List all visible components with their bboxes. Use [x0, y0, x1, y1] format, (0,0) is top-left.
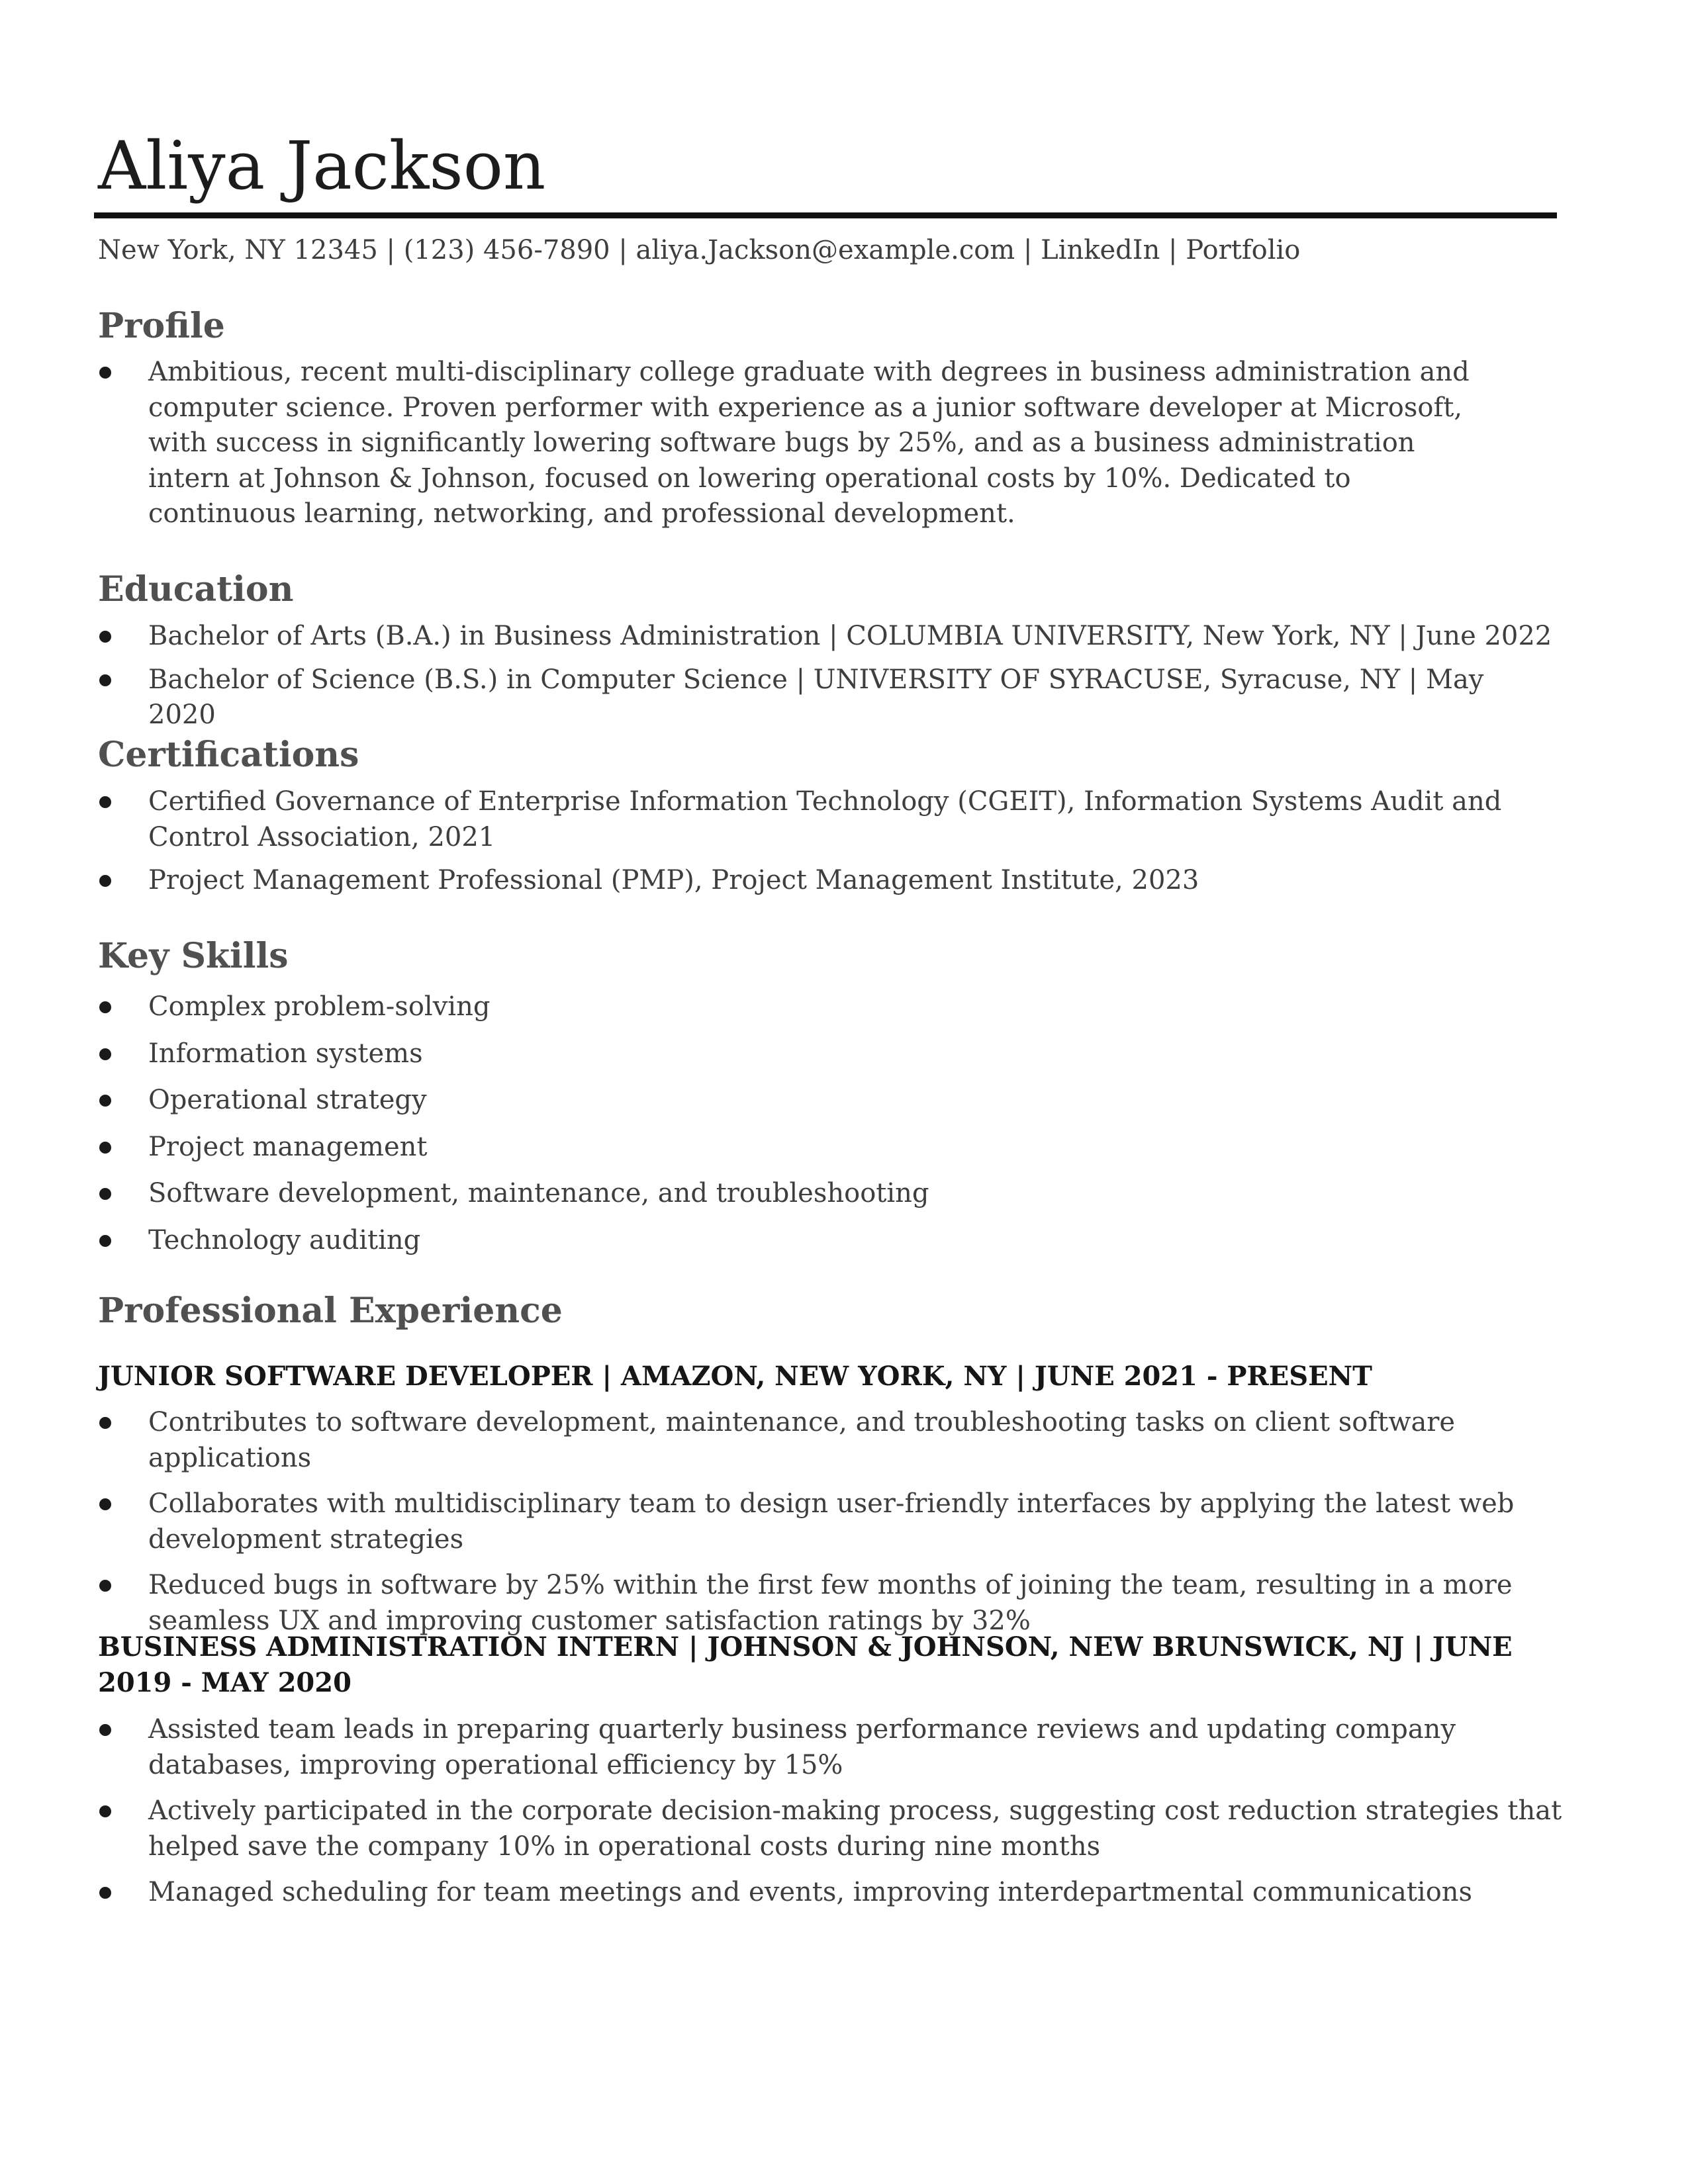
job-heading: BUSINESS ADMINISTRATION INTERN | JOHNSON & JOHNSON, NEW BRUNSWICK, NJ | JUNE 2019 - MAY 2020 [98, 1631, 1513, 1698]
job-duty: Managed scheduling for team meetings and events, improving interdepartmental communications [148, 1877, 1473, 1907]
bullet-icon [99, 1417, 111, 1429]
list-item [98, 1223, 1554, 1259]
bullet-icon [99, 875, 111, 887]
list-item [98, 784, 1554, 855]
education-list [98, 619, 1554, 733]
skill-entry: Operational strategy [148, 1085, 427, 1115]
skill-entry: Information systems [148, 1038, 423, 1069]
candidate-name: Aliya Jackson [98, 127, 546, 205]
bullet-icon [99, 1805, 111, 1817]
bullet-icon [99, 1580, 111, 1592]
job-duties-list [98, 1712, 1587, 1911]
list-item [98, 355, 1481, 532]
bullet-icon [99, 1188, 111, 1200]
certification-entry: Project Management Professional (PMP), Project Management Institute, 2023 [148, 865, 1199, 895]
list-item [98, 619, 1554, 655]
skills-list [98, 989, 1554, 1258]
list-item [98, 1130, 1554, 1165]
bullet-icon [99, 1887, 111, 1899]
list-item [98, 1405, 1587, 1476]
bullet-icon [99, 1498, 111, 1510]
job-duties-list [98, 1405, 1587, 1639]
bullet-icon [99, 1235, 111, 1247]
bullet-icon [99, 1095, 111, 1107]
certifications-list [98, 784, 1554, 899]
profile-summary: Ambitious, recent multi-disciplinary college graduate with degrees in business administration and computer science. Proven performer with experience as a junior software developer at Microsoft, with success in significantly lowering software bugs by 25%, and as a business administration intern at Johnson & Johnson, focused on lowering operational costs by 10%. Dedicated to continuous learning, networking, and professional development. [148, 357, 1470, 529]
contact-line: New York, NY 12345 | (123) 456-7890 | aliya.Jackson@example.com | LinkedIn | Portfolio [98, 235, 1301, 265]
skill-entry: Software development, maintenance, and troubleshooting [148, 1178, 929, 1208]
education-entry: Bachelor of Arts (B.A.) in Business Administration | COLUMBIA UNIVERSITY, New York, NY | June 2022 [148, 621, 1552, 651]
section-title-experience: Professional Experience [98, 1291, 563, 1331]
list-item [98, 662, 1554, 733]
list-item [98, 1036, 1554, 1072]
education-entry: Bachelor of Science (B.S.) in Computer Science | UNIVERSITY OF SYRACUSE, Syracuse, NY | May 2020 [148, 664, 1484, 730]
bullet-icon [99, 1001, 111, 1013]
skill-entry: Complex problem-solving [148, 991, 491, 1022]
bullet-icon [99, 367, 111, 379]
bullet-icon [99, 1724, 111, 1736]
list-item [98, 1176, 1554, 1212]
bullet-icon [99, 1048, 111, 1060]
list-item [98, 1568, 1587, 1639]
bullet-icon [99, 631, 111, 643]
skill-entry: Project management [148, 1131, 428, 1162]
skill-entry: Technology auditing [148, 1224, 421, 1255]
bullet-icon [99, 1142, 111, 1154]
list-item [98, 1083, 1554, 1118]
certification-entry: Certified Governance of Enterprise Information Technology (CGEIT), Information Systems Audit and Control Association, 2021 [148, 786, 1502, 852]
list-item [98, 1794, 1587, 1864]
list-item [98, 1875, 1587, 1911]
header-divider [94, 212, 1557, 218]
section-title-skills: Key Skills [98, 936, 289, 976]
job-duty: Actively participated in the corporate decision-making process, suggesting cost reduction strategies that helped save the company 10% in operational costs during nine months [148, 1796, 1562, 1862]
job-duty: Reduced bugs in software by 25% within the first few months of joining the team, resulting in a more seamless UX and improving customer satisfaction ratings by 32% [148, 1570, 1513, 1636]
list-item [98, 1486, 1587, 1557]
list-item [98, 863, 1554, 899]
job-duty: Contributes to software development, maintenance, and troubleshooting tasks on client software applications [148, 1407, 1456, 1473]
bullet-icon [99, 674, 111, 686]
section-title-profile: Profile [98, 306, 225, 346]
list-item [98, 989, 1554, 1025]
section-title-education: Education [98, 569, 294, 610]
job-heading: JUNIOR SOFTWARE DEVELOPER | AMAZON, NEW YORK, NY | JUNE 2021 - PRESENT [98, 1361, 1372, 1392]
job-duty: Collaborates with multidisciplinary team to design user-friendly interfaces by applying the latest web development strategies [148, 1488, 1515, 1555]
section-title-certifications: Certifications [98, 735, 359, 775]
list-item [98, 1712, 1587, 1783]
profile-list [98, 355, 1481, 532]
job-duty: Assisted team leads in preparing quarterly business performance reviews and updating company databases, improving operational efficiency by 15% [148, 1714, 1456, 1780]
bullet-icon [99, 796, 111, 808]
